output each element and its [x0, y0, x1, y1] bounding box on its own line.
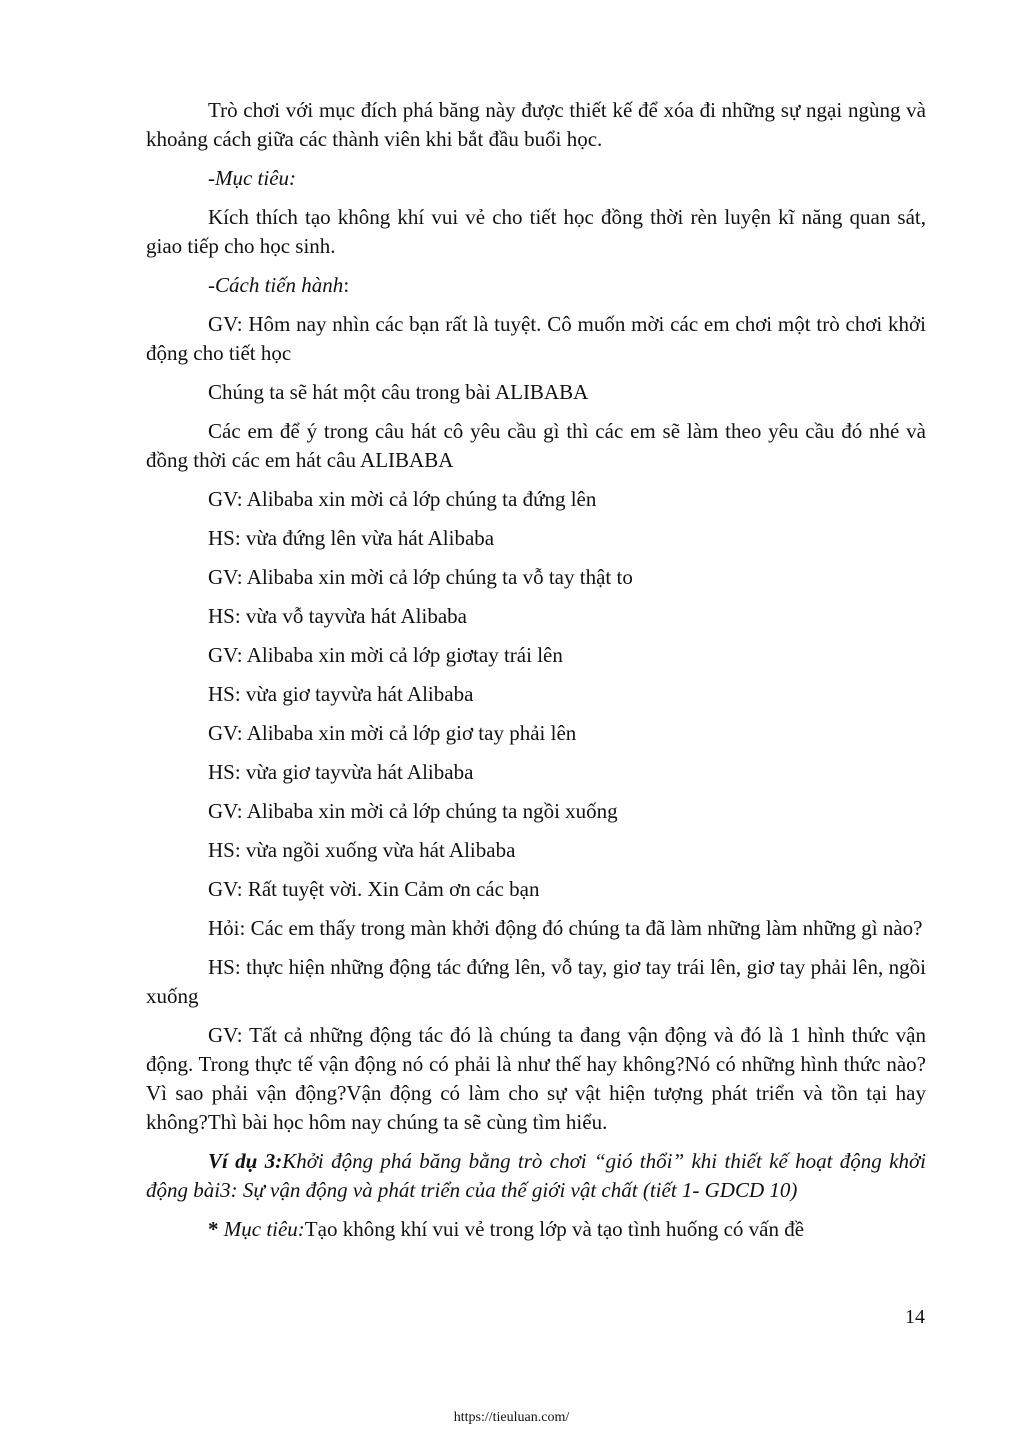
dialogue-line: HS: vừa giơ tayvừa hát Alibaba — [208, 682, 474, 706]
paragraph-alibaba-song: Chúng ta sẽ hát một câu trong bài ALIBABA — [208, 380, 589, 404]
dialogue-line: GV: Alibaba xin mời cả lớp chúng ta đứng lên — [208, 487, 597, 511]
dialogue-line: GV: Alibaba xin mời cả lớp giơtay trái lên — [208, 643, 563, 667]
dialogue-line: HS: vừa đứng lên vừa hát Alibaba — [208, 526, 495, 550]
paragraph-gv-intro: GV: Hôm nay nhìn các bạn rất là tuyệt. Cô muốn mời các em chơi một trò chơi khởi động cho tiết học — [146, 312, 926, 365]
heading-colon: : — [343, 273, 350, 297]
paragraph-hs-answer: HS: thực hiện những động tác đứng lên, vỗ tay, giơ tay trái lên, giơ tay phải lên, ngồi xuống — [146, 955, 926, 1008]
paragraph-intro: Trò chơi với mục đích phá băng này được thiết kế để xóa đi những sự ngại ngùng và khoảng cách giữa các thành viên khi bắt đầu buổi học. — [146, 98, 926, 151]
dialogue-line: HS: vừa vỗ tayvừa hát Alibaba — [208, 604, 467, 628]
dialogue-line: HS: vừa ngồi xuống vừa hát Alibaba — [208, 838, 516, 862]
heading-cach-tien-hanh — [146, 271, 926, 300]
dialogue-line: GV: Alibaba xin mời cả lớp chúng ta vỗ tay thật to — [208, 565, 633, 589]
dialogue-line: GV: Alibaba xin mời cả lớp chúng ta ngồi xuống — [208, 799, 618, 823]
heading-muc-tieu: -Mục tiêu: — [208, 166, 297, 190]
paragraph-objective — [146, 1215, 926, 1244]
dialogue-line: GV: Alibaba xin mời cả lớp giơ tay phải lên — [208, 721, 577, 745]
paragraph-gv-summary: GV: Tất cả những động tác đó là chúng ta đang vận động và đó là 1 hình thức vận động. Trong thực tế vận động nó có phải là như thế hay không?Nó có những hình thức nào?Vì sao phải vận động?Vận động có làm cho sự vật hiện tượng phát triển và tồn tại hay không?Thì bài học hôm nay chúng ta sẽ cùng tìm hiểu. — [146, 1023, 926, 1134]
objective-label: Mục tiêu: — [223, 1217, 305, 1241]
paragraph-example-3 — [146, 1147, 926, 1205]
objective-text: Tạo không khí vui vẻ trong lớp và tạo tình huống có vấn đề — [304, 1217, 805, 1241]
dialogue-line: HS: vừa giơ tayvừa hát Alibaba — [208, 760, 474, 784]
example-3-label: Ví dụ 3: — [208, 1149, 283, 1173]
paragraph-instructions: Các em để ý trong câu hát cô yêu cầu gì thì các em sẽ làm theo yêu cầu đó nhé và đồng thời các em hát câu ALIBABA — [146, 419, 926, 472]
dialogue-line: GV: Rất tuyệt vời. Xin Cảm ơn các bạn — [208, 877, 540, 901]
page-body — [146, 96, 926, 1254]
bullet-star: * — [208, 1217, 224, 1241]
page-number: 14 — [905, 1306, 925, 1328]
paragraph-muc-tieu: Kích thích tạo không khí vui vẻ cho tiết học đồng thời rèn luyện kĩ năng quan sát, giao tiếp cho học sinh. — [146, 205, 926, 258]
paragraph-question: Hỏi: Các em thấy trong màn khởi động đó chúng ta đã làm những làm những gì nào? — [208, 916, 923, 940]
heading-cach-tien-hanh-label: -Cách tiến hành — [208, 273, 344, 297]
example-3-text: Khởi động phá băng bằng trò chơi “gió thổi” khi thiết kế hoạt động khởi động bài3: Sự vận động và phát triển của thế giới vật chất (tiết 1- GDCD 10) — [146, 1149, 926, 1202]
footer-url: https://tieuluan.com/ — [453, 1410, 570, 1425]
